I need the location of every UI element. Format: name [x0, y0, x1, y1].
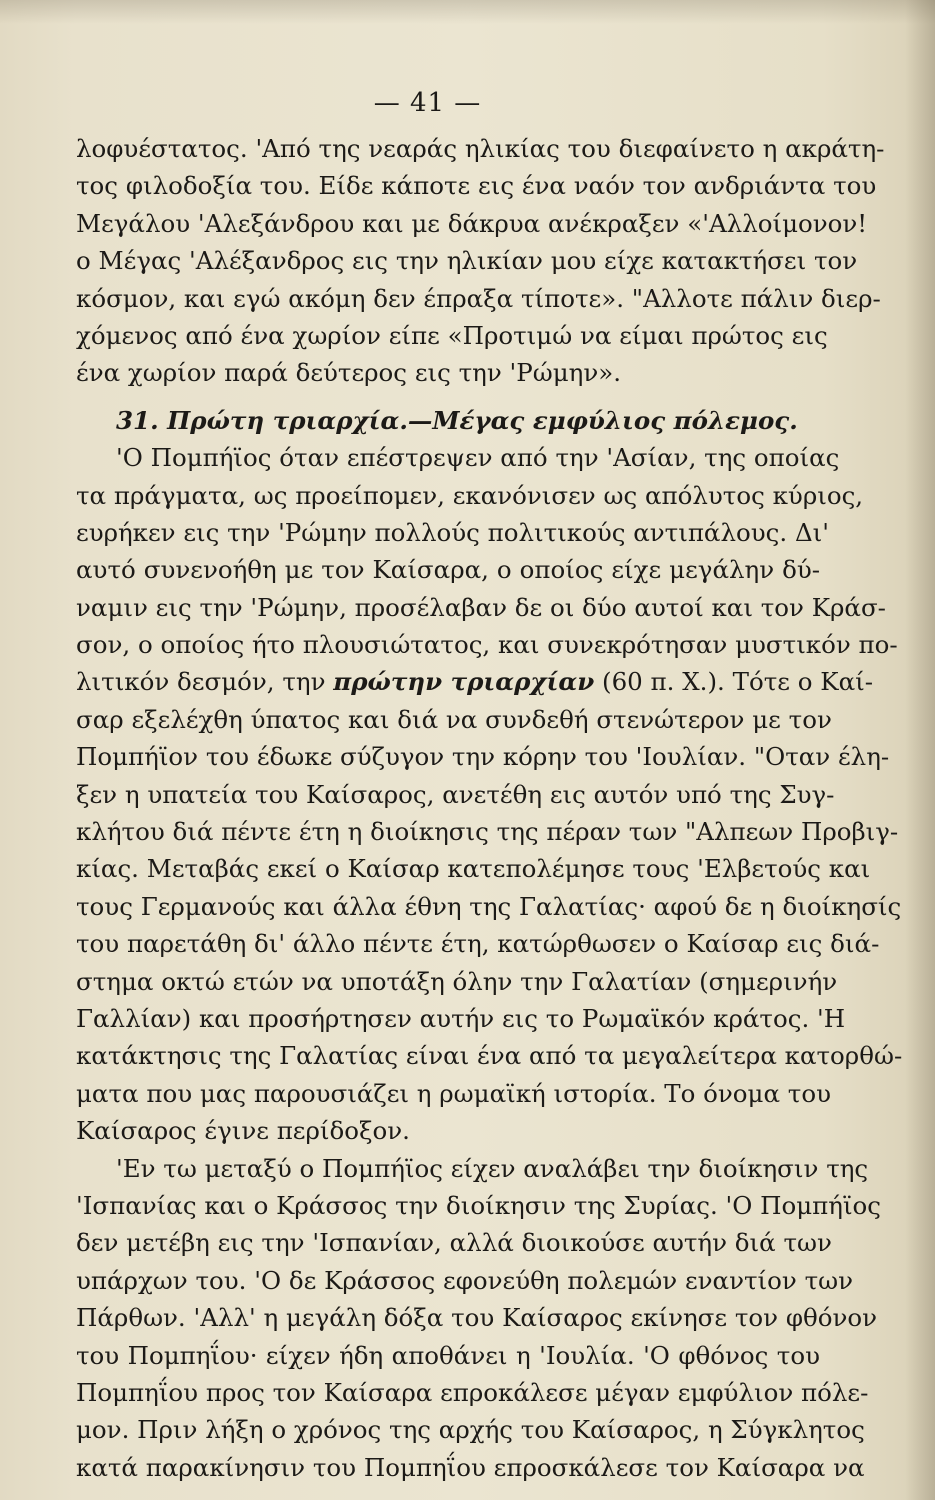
text-line: ένα χωρίον παρά δεύτερος εις την 'Ρώμην». — [76, 358, 622, 388]
text-block — [76, 130, 903, 1486]
text-line: ο Μέγας 'Αλέξανδρος εις την ηλικίαν μου είχε κατακτήσει τον — [76, 246, 858, 276]
text-line: 'Ο Πομπήϊος όταν επέστρεψεν από την 'Ασίαν, της οποίας — [116, 443, 840, 473]
text-line: χόμενος από ένα χωρίον είπε «Προτιμώ να είμαι πρώτος εις — [76, 320, 828, 350]
text-line: σαρ εξελέχθη ύπατος και διά να συνδεθή στενώτερον με τον — [76, 704, 832, 734]
text-line: του παρετάθη δι' άλλο πέντε έτη, κατώρθωσεν ο Καίσαρ εις διά- — [76, 929, 880, 959]
text-span: λιτικόν δεσμόν, την — [76, 667, 334, 697]
text-line: Γαλλίαν) και προσήρτησεν αυτήν εις το Ρωμαϊκόν κράτος. 'Η — [76, 1003, 846, 1033]
page-spine-shadow — [905, 0, 935, 1500]
text-line: τους Γερμανούς και άλλα έθνη της Γαλατίας· αφού δε η διοίκησίς — [76, 891, 902, 921]
text-line: Πάρθων. 'Αλλ' η μεγάλη δόξα του Καίσαρος εκίνησε τον φθόνον — [76, 1303, 878, 1333]
text-line: 'Εν τω μεταξύ ο Πομπήϊος είχεν αναλάβει την διοίκησιν της — [116, 1153, 869, 1183]
text-line: κίας. Μεταβάς εκεί ο Καίσαρ κατεπολέμησε τους 'Ελβετούς και — [76, 854, 871, 884]
emphasis-term: πρώτην τριαρχίαν — [333, 667, 595, 697]
text-line: Πομπηΐου προς τον Καίσαρα επροκάλεσε μέγαν εμφύλιον πόλε- — [76, 1377, 869, 1407]
text-line: στημα οκτώ ετών να υποτάξη όλην την Γαλατίαν (σημερινήν — [76, 966, 838, 996]
section-heading: 31. Πρώτη τριαρχία.—Μέγας εμφύλιος πόλεμος. — [116, 405, 798, 435]
text-line: μον. Πριν λήξη ο χρόνος της αρχής του Καίσαρος, η Σύγκλητος — [76, 1415, 865, 1445]
text-line: Μεγάλου 'Αλεξάνδρου και με δάκρυα ανέκραξεν «'Αλλοίμονον! — [76, 208, 868, 238]
text-line: σον, ο οποίος ήτο πλουσιώτατος, και συνεκρότησαν μυστικόν πο- — [76, 630, 898, 660]
paragraph-1 — [76, 130, 885, 392]
text-line: ναμιν εις την 'Ρώμην, προσέλαβαν δε οι δύο αυτοί και τον Κράσ- — [76, 592, 886, 622]
paragraph-2 — [76, 439, 903, 1149]
text-line: Καίσαρος έγινε περίδοξον. — [76, 1116, 410, 1146]
text-line: κατά παρακίνησιν του Πομπηΐου επροσκάλεσε τον Καίσαρα να — [76, 1452, 865, 1482]
paragraph-3 — [76, 1150, 882, 1487]
text-line: τος φιλοδοξία του. Είδε κάποτε εις ένα ναόν τον ανδριάντα του — [76, 171, 877, 201]
page-number: — 41 — — [373, 88, 482, 118]
text-line: τα πράγματα, ως προείπομεν, εκανόνισεν ως απόλυτος κύριος, — [76, 480, 864, 510]
text-line: κατάκτησις της Γαλατίας είναι ένα από τα μεγαλείτερα κατορθώ- — [76, 1041, 903, 1071]
text-line: Πομπήϊον του έδωκε σύζυγον την κόρην του 'Ιουλίαν. "Οταν έλη- — [76, 742, 890, 772]
text-line-emphasis — [76, 663, 873, 700]
text-line: κόσμον, και εγώ ακόμη δεν έπραξα τίποτε». "Αλλοτε πάλιν διερ- — [76, 283, 881, 313]
text-line: κλήτου διά πέντε έτη η διοίκησις της πέραν των "Αλπεων Προβιγ- — [76, 817, 899, 847]
text-line: λοφυέστατος. 'Από της νεαράς ηλικίας του διεφαίνετο η ακράτη- — [76, 134, 885, 163]
page-top-shadow — [0, 0, 935, 24]
text-line: υπάρχων του. 'Ο δε Κράσσος εφονεύθη πολεμών εναντίον των — [76, 1265, 854, 1295]
text-line: ματα που μας παρουσιάζει η ρωμαϊκή ιστορία. Το όνομα του — [76, 1078, 831, 1108]
text-line: 'Ισπανίας και ο Κράσσος την διοίκησιν της Συρίας. 'Ο Πομπήϊος — [76, 1190, 882, 1220]
text-line: αυτό συνενοήθη με τον Καίσαρα, ο οποίος είχε μεγάλην δύ- — [76, 555, 820, 585]
text-line: δεν μετέβη εις την 'Ισπανίαν, αλλά διοικούσε αυτήν διά των — [76, 1228, 832, 1258]
text-line: του Πομπηΐου· είχεν ήδη αποθάνει η 'Ιουλία. 'Ο φθόνος του — [76, 1340, 820, 1370]
text-line: ευρήκεν εις την 'Ρώμην πολλούς πολιτικούς αντιπάλους. Δι' — [76, 517, 829, 547]
text-span: (60 π. Χ.). Τότε ο Καί- — [594, 667, 873, 697]
text-line: ξεν η υπατεία του Καίσαρος, ανετέθη εις αυτόν υπό της Συγ- — [76, 779, 835, 809]
